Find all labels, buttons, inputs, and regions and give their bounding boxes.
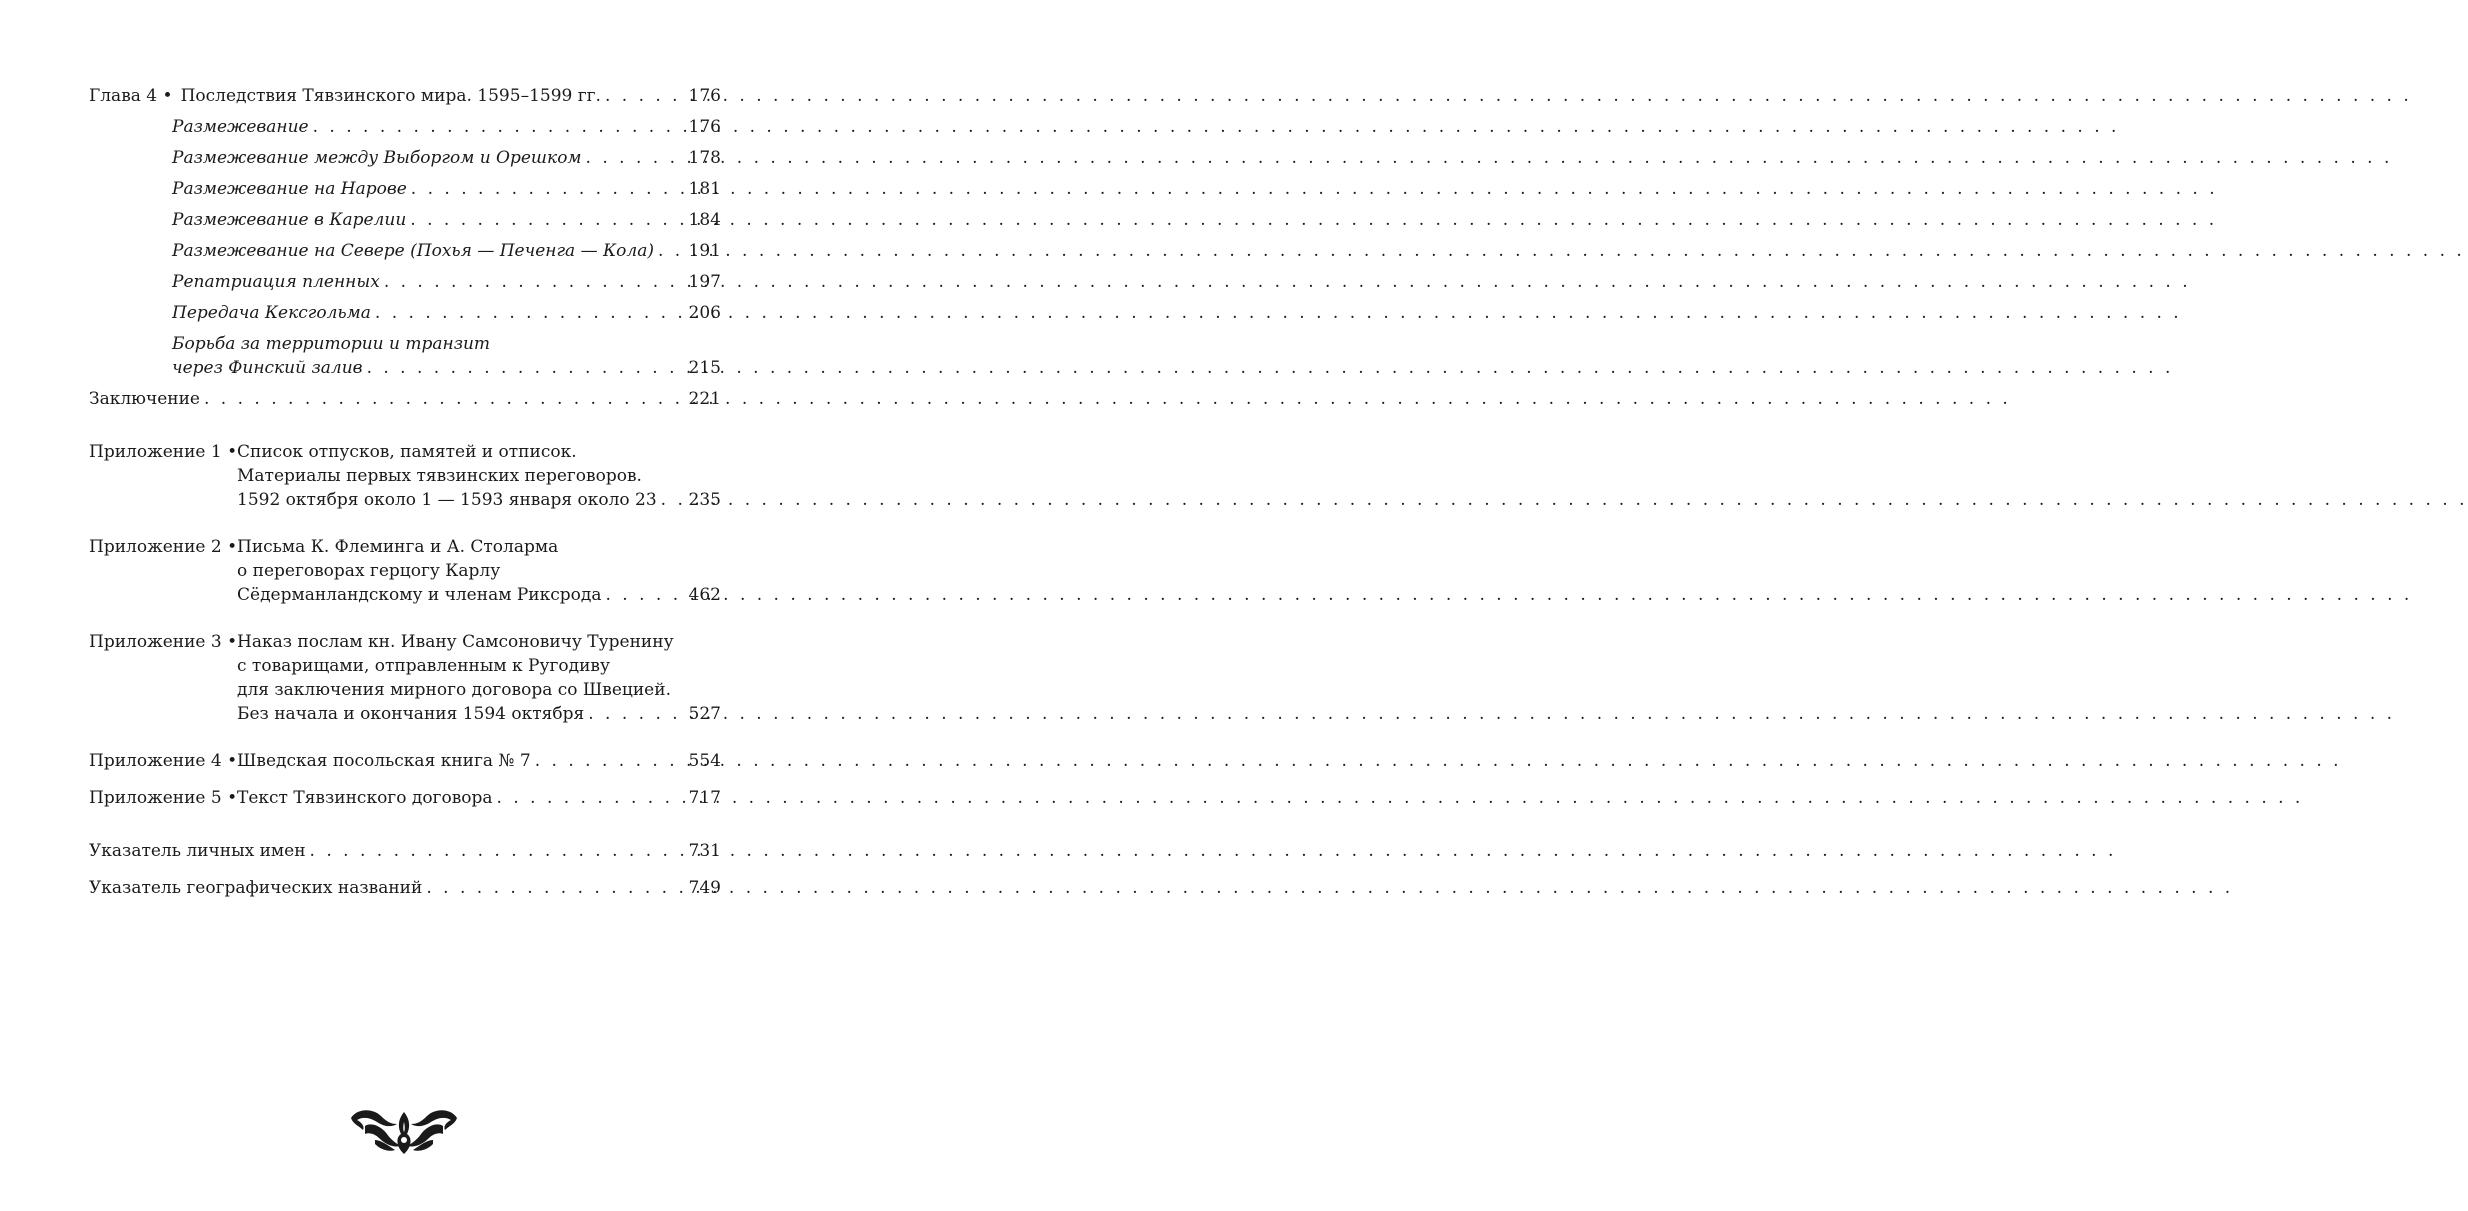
dot-leader: [661, 488, 685, 512]
appendix-title: для заключения мирного договора со Швецией.: [237, 680, 671, 700]
section-title: Размежевание: [172, 117, 309, 137]
appendix-label: Приложение 2 •: [89, 537, 238, 557]
appendix-line: [89, 535, 721, 559]
page-number: 178: [688, 148, 721, 168]
table-of-contents: [89, 84, 721, 907]
page-number: 206: [688, 303, 721, 323]
appendix-line: [89, 440, 721, 464]
spacer: [89, 519, 721, 535]
appendix-title: Текст Тявзинского договора: [237, 788, 493, 808]
appendix-title: Без начала и окончания 1594 октября: [237, 704, 585, 724]
section-title: Борьба за территории и транзит: [172, 334, 491, 354]
toc-entry-section[interactable]: [89, 146, 721, 170]
section-title: Размежевание на Севере (Похья — Печенга — Кола): [172, 241, 654, 261]
section-title: через Финский залив: [172, 358, 363, 378]
section-title-line: [89, 332, 721, 356]
page-number: 749: [688, 878, 721, 898]
dot-leader: [310, 839, 685, 863]
page-number: 176: [688, 117, 721, 137]
appendix-title: Сёдерманландскому и членам Риксрода: [237, 585, 602, 605]
page-number: 197: [688, 272, 721, 292]
dot-leader: [586, 146, 685, 170]
index-title: Указатель личных имен: [89, 841, 306, 861]
toc-entry-appendix-5[interactable]: [89, 786, 721, 810]
spacer: [89, 817, 721, 839]
dot-leader: [375, 301, 685, 325]
dot-leader: [313, 115, 685, 139]
chapter-label: Глава 4 •: [89, 86, 173, 106]
page-number: 215: [688, 358, 721, 378]
chapter-title: Последствия Тявзинского мира. 1595–1599 гг.: [180, 86, 601, 106]
toc-entry-index-places[interactable]: [89, 876, 721, 900]
dot-leader: [605, 84, 685, 108]
appendix-title: Письма К. Флеминга и А. Столарма: [237, 537, 559, 557]
dot-leader: [658, 239, 685, 263]
page-number: 554: [688, 751, 721, 771]
toc-entry-appendix-4[interactable]: [89, 749, 721, 773]
toc-entry-appendix-1[interactable]: [89, 440, 721, 512]
page-number: 184: [688, 210, 721, 230]
dot-leader: [426, 876, 684, 900]
section-title: Передача Кексгольма: [172, 303, 371, 323]
appendix-title: Список отпусков, памятей и отписок.: [237, 442, 577, 462]
appendix-label: Приложение 1 •: [89, 442, 238, 462]
section-title-line: [89, 356, 721, 380]
floral-ornament-icon: [347, 1104, 461, 1156]
page-number: 181: [688, 179, 721, 199]
page-number: 527: [688, 704, 721, 724]
appendix-line: [89, 630, 721, 654]
appendix-line: [89, 702, 721, 726]
toc-entry-appendix-3[interactable]: [89, 630, 721, 726]
section-title: Размежевание на Нарове: [172, 179, 407, 199]
toc-entry-section[interactable]: [89, 115, 721, 139]
dot-leader: [384, 270, 685, 294]
conclusion-title: Заключение: [89, 389, 200, 409]
toc-entry-appendix-2[interactable]: [89, 535, 721, 607]
spacer: [89, 733, 721, 749]
index-title: Указатель географических названий: [89, 878, 423, 898]
page-number: 717: [688, 788, 721, 808]
toc-entry-section[interactable]: [89, 301, 721, 325]
appendix-title: 1592 октября около 1 — 1593 января около 23: [237, 490, 657, 510]
toc-entry-section[interactable]: [89, 208, 721, 232]
appendix-title: Шведская посольская книга № 7: [237, 751, 531, 771]
toc-entry-index-names[interactable]: [89, 839, 721, 863]
appendix-label: Приложение 3 •: [89, 632, 238, 652]
dot-leader: [367, 356, 685, 380]
appendix-line: [89, 559, 721, 583]
dot-leader: [497, 786, 685, 810]
page-number: 731: [688, 841, 721, 861]
appendix-label: Приложение 4 •: [89, 751, 238, 771]
spacer: [89, 614, 721, 630]
toc-entry-section-multiline[interactable]: [89, 332, 721, 380]
appendix-title: с товарищами, отправленным к Ругодиву: [237, 656, 611, 676]
appendix-label: Приложение 5 •: [89, 788, 238, 808]
appendix-line: [89, 678, 721, 702]
dot-leader: [410, 208, 684, 232]
page-number: 221: [688, 389, 721, 409]
appendix-title: Материалы первых тявзинских переговоров.: [237, 466, 642, 486]
appendix-title: Наказ послам кн. Ивану Самсоновичу Туренину: [237, 632, 674, 652]
appendix-line: [89, 583, 721, 607]
toc-entry-section[interactable]: [89, 270, 721, 294]
toc-entry-section[interactable]: [89, 239, 721, 263]
dot-leader: [535, 749, 685, 773]
dot-leader: [605, 583, 684, 607]
toc-entry-chapter-4[interactable]: [89, 84, 721, 108]
appendix-line: [89, 464, 721, 488]
appendix-line: [89, 654, 721, 678]
spacer: [89, 418, 721, 440]
section-title: Размежевание между Выборгом и Орешком: [172, 148, 582, 168]
page-number: 176: [688, 86, 721, 106]
dot-leader: [588, 702, 684, 726]
dot-leader: [204, 387, 685, 411]
page-number: 462: [688, 585, 721, 605]
section-title: Репатриация пленных: [172, 272, 380, 292]
toc-entry-conclusion[interactable]: [89, 387, 721, 411]
page-number: 191: [688, 241, 721, 261]
dot-leader: [411, 177, 685, 201]
toc-entry-section[interactable]: [89, 177, 721, 201]
appendix-title: о переговорах герцогу Карлу: [237, 561, 501, 581]
section-title: Размежевание в Карелии: [172, 210, 407, 230]
appendix-line: [89, 488, 721, 512]
page-number: 235: [688, 490, 721, 510]
